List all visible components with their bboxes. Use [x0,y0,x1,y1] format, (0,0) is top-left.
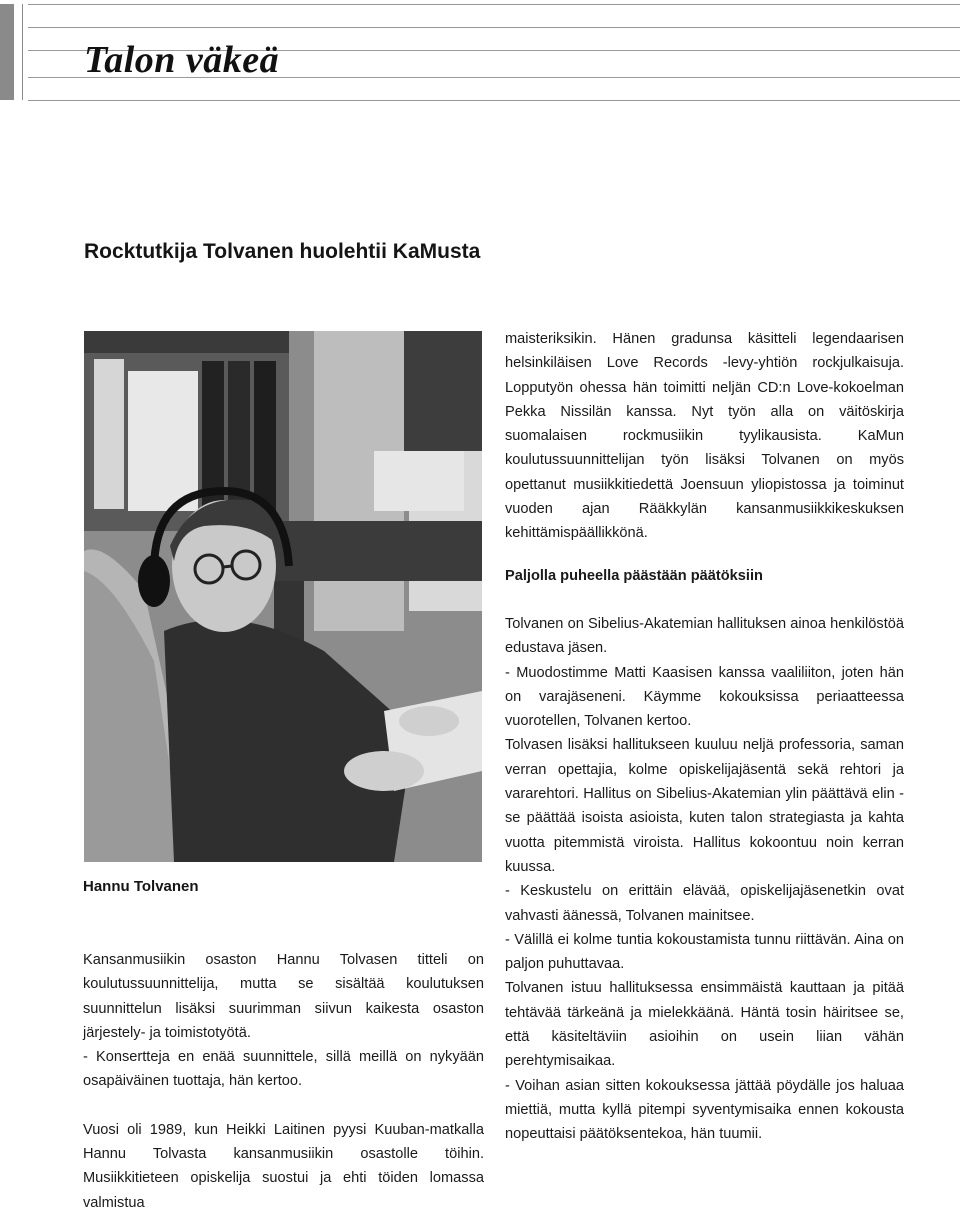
paragraph: - Konsertteja en enää suunnittele, sillä meillä on nykyään osapäiväinen tuottaja, hän kertoo. [83,1049,484,1090]
subheading: Paljolla puheella päästään päätöksiin [505,567,763,584]
paragraph: Kansanmusiikin osaston Hannu Tolvasen titteli on koulutussuunnittelija, mutta se sisältää koulutuksen suunnittelun lisäksi suurimman siivun kaikesta osaston järjestely- ja toimistotyötä. [83,952,484,1041]
section-title: Talon väkeä [84,39,280,81]
header-rule [28,4,960,5]
paragraph: maisteriksikin. Hänen gradunsa käsitteli legendaarisen helsinkiläisen Love Records -levy-yhtiön rockjulkaisuja. Lopputyön ohessa hän toimitti neljän CD:n Love-kokoelman Pekka Nissilän kanssa. Nyt työn alla on väitöskirja suomalaisen rockmusiikin tyylikausista. KaMun koulutussuunnittelijan työn lisäksi Tolvanen on myös opettanut musiikkitiedettä Joensuun yliopistossa ja toiminut vuoden ajan Rääkkylän kansanmusiikkikeskuksen kehittämispäällikkönä. [505,331,904,542]
paragraph: Vuosi oli 1989, kun Heikki Laitinen pyysi Kuuban-matkalla Hannu Tolvasta kansanmusiikin osastolle töihin. Musiikkitieteen opiskelija suostui ja ehti töiden lomassa valmistua [83,1121,484,1211]
article-headline: Rocktutkija Tolvanen huolehtii KaMusta [84,240,481,263]
paragraph: - Muodostimme Matti Kaasisen kanssa vaaliliiton, joten hän on varajäseneni. Käymme kokouksissa periaatteessa vuorotellen, Tolvanen kertoo. [505,664,904,730]
portrait-photo-icon [84,331,482,862]
header-side-line [22,4,23,100]
left-text-column [83,948,484,1215]
header-side-bar [0,4,14,100]
header-rule [28,27,960,28]
paragraph: - Voihan asian sitten kokouksessa jättää pöydälle jos haluaa miettiä, mutta kyllä pitempi syventymisaika ennen kokousta nopeuttaisi päätöksentekoa, hän tuumii. [505,1077,904,1143]
paragraph: Tolvanen istuu hallituksessa ensimmäistä kauttaan ja pitää tehtävää tärkeänä ja mielekkäänä. Häntä tosin häiritsee se, että käsiteltäviin asioihin on usein liian vähän perehtymisaikaa. [505,980,904,1070]
right-text-column [505,327,904,1147]
paragraph: Tolvanen on Sibelius-Akatemian hallituksen ainoa henkilöstöä edustava jäsen. [505,615,904,657]
paragraph: Tolvasen lisäksi hallitukseen kuuluu neljä professoria, saman verran opettajia, kolme opiskelijajäsentä sekä rehtori ja vararehtori. Hallitus on Sibelius-Akatemian ylin päättävä elin - se päättää isoista asioista, kuten talon strategiasta ja kahta vuotta pitemmistä viroista. Hallitus kokoontuu noin kerran kuussa. [505,737,904,875]
paragraph: - Keskustelu on erittäin elävää, opiskelijajäsenetkin ovat vahvasti äänessä, Tolvanen mainitsee. [505,883,904,924]
portrait-photo [84,331,482,862]
paragraph: - Välillä ei kolme tuntia kokoustamista tunnu riittävän. Aina on paljon puhuttavaa. [505,931,904,973]
person-name: Hannu Tolvanen [83,878,199,895]
header-rule [28,100,960,101]
